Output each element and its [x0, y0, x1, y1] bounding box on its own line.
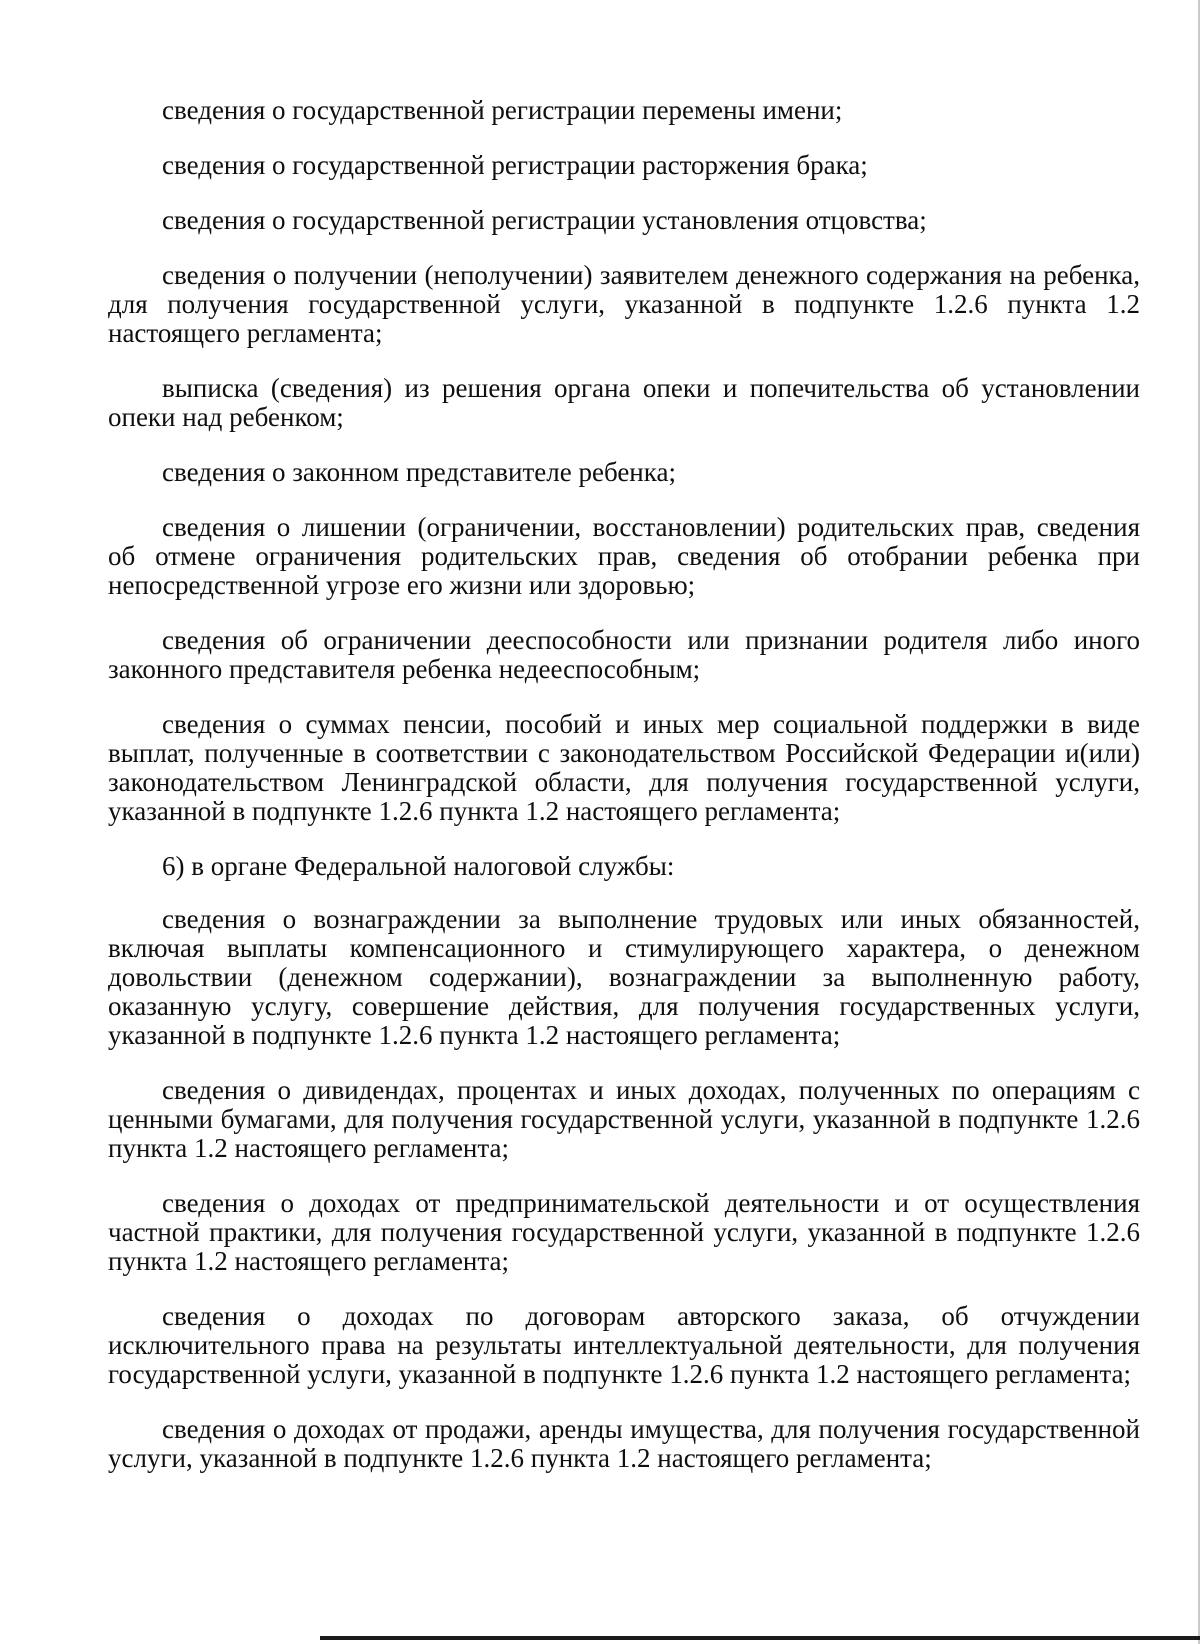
paragraph-paternity: сведения о государственной регистрации установления отцовства;	[162, 205, 927, 235]
paragraph-name-change: сведения о государственной регистрации перемены имени;	[162, 95, 843, 125]
page-bottom-edge	[320, 1636, 1200, 1640]
paragraph-remuneration: сведения о вознаграждении за выполнение трудовых или иных обязанностей, включая выплаты компенсационного и стимулирующего характера, о денежном довольствии (денежном содержании), вознаграждении за выполненную работу, оказанную услугу, совершение действия, для получения государственных услуги, указанной в подпункте 1.2.6 пункта 1.2 настоящего регламента;	[108, 904, 1140, 1050]
paragraph-business-income: сведения о доходах от предпринимательской деятельности и от осуществления частной практики, для получения государственной услуги, указанной в подпункте 1.2.6 пункта 1.2 настоящего регламента;	[108, 1188, 1140, 1276]
paragraph-divorce: сведения о государственной регистрации расторжения брака;	[162, 150, 868, 180]
paragraph-child-support: сведения о получении (неполучении) заявителем денежного содержания на ребенка, для получения государственной услуги, указанной в подпункте 1.2.6 пункта 1.2 настоящего регламента;	[108, 260, 1140, 348]
paragraph-parental-rights: сведения о лишении (ограничении, восстановлении) родительских прав, сведения об отмене ограничения родительских прав, сведения об отобрании ребенка при непосредственной угрозе его жизни или здоровью;	[108, 512, 1140, 600]
paragraph-tax-service-heading: 6) в органе Федеральной налоговой службы:	[162, 851, 675, 881]
document-body	[108, 96, 1140, 1499]
paragraph-pensions-benefits: сведения о суммах пенсии, пособий и иных мер социальной поддержки в виде выплат, полученные в соответствии с законодательством Российской Федерации и(или) законодательством Ленинградской области, для получения государственной услуги, указанной в подпункте 1.2.6 пункта 1.2 настоящего регламента;	[108, 709, 1140, 826]
paragraph-legal-representative: сведения о законном представителе ребенка;	[162, 457, 676, 487]
paragraph-property-income: сведения о доходах от продажи, аренды имущества, для получения государственной услуги, указанной в подпункте 1.2.6 пункта 1.2 настоящего регламента;	[108, 1414, 1140, 1473]
paragraph-dividends: сведения о дивидендах, процентах и иных доходах, полученных по операциям с ценными бумагами, для получения государственной услуги, указанной в подпункте 1.2.6 пункта 1.2 настоящего регламента;	[108, 1075, 1140, 1163]
paragraph-copyright-income: сведения о доходах по договорам авторского заказа, об отчуждении исключительного права на результаты интеллектуальной деятельности, для получения государственной услуги, указанной в подпункте 1.2.6 пункта 1.2 настоящего регламента;	[108, 1301, 1140, 1389]
paragraph-legal-capacity: сведения об ограничении дееспособности или признании родителя либо иного законного представителя ребенка недееспособным;	[108, 625, 1140, 684]
paragraph-guardianship: выписка (сведения) из решения органа опеки и попечительства об установлении опеки над ребенком;	[108, 373, 1140, 432]
